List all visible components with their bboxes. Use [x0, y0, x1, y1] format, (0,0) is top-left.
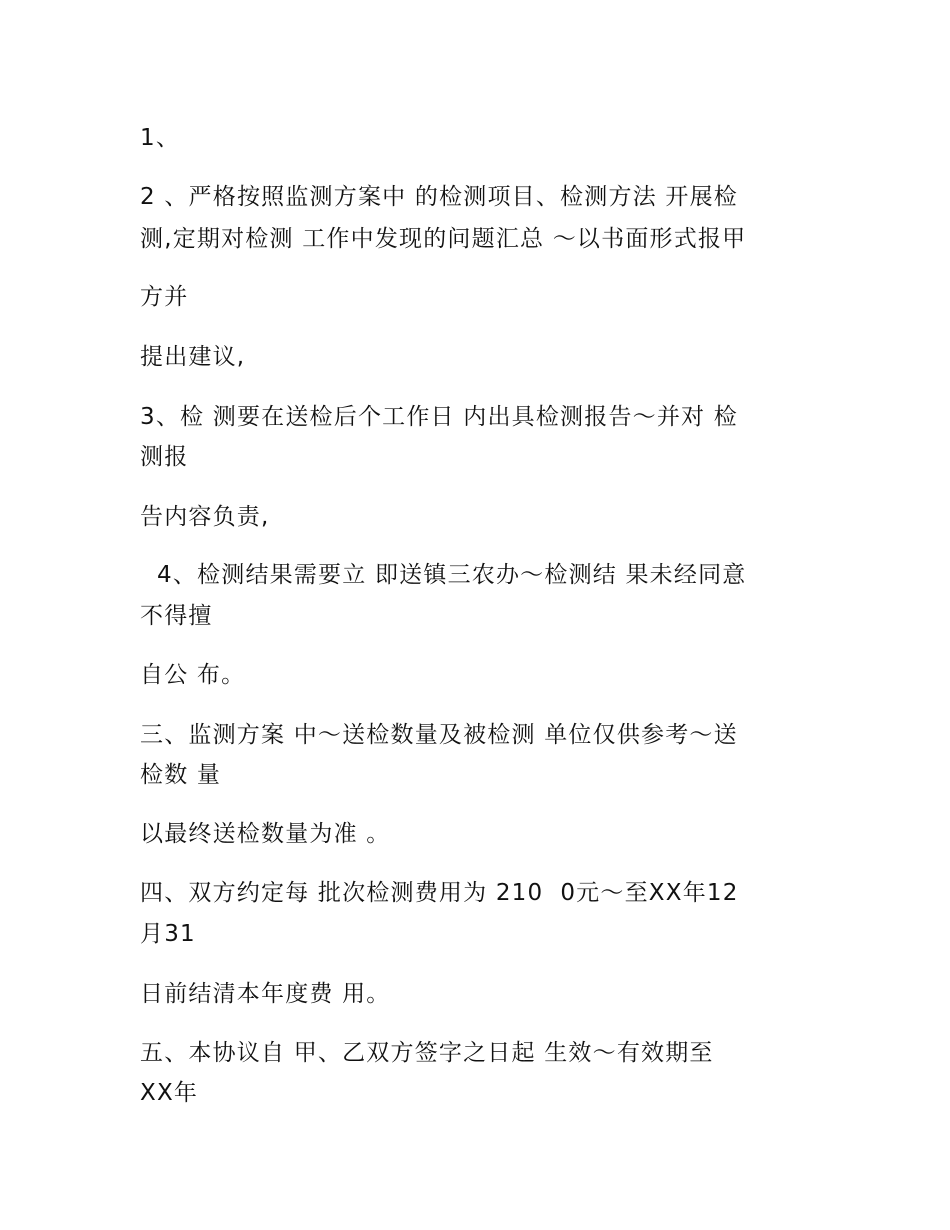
paragraph-item-2-line-1: 2 、严格按照监测方案中 的检测项目、检测方法 开展检 — [140, 184, 738, 210]
paragraph-section-5-line-2: XX年 — [140, 1080, 199, 1106]
paragraph-item-2-line-2: 测,定期对检测 工作中发现的问题汇总 ～以书面形式报甲 — [140, 226, 747, 252]
paragraph-section-3-line-3: 以最终送检数量为准 。 — [140, 821, 391, 847]
paragraph-section-4-line-3: 日前结清本年度费 用。 — [140, 981, 391, 1007]
paragraph-section-5-line-1: 五、本协议自 甲、乙双方签字之日起 生效～有效期至 — [140, 1040, 714, 1066]
paragraph-item-3-line-1: 3、检 测要在送检后个工作日 内出具检测报告～并对 检 — [140, 404, 738, 430]
paragraph-item-2-line-4: 提出建议, — [140, 344, 246, 370]
paragraph-item-4-line-1: 4、检测结果需要立 即送镇三农办～检测结 果未经同意 — [140, 562, 747, 588]
paragraph-item-4-line-2: 不得擅 — [140, 603, 213, 629]
paragraph-item-1: 1、 — [140, 125, 181, 151]
paragraph-section-4-line-1: 四、双方约定每 批次检测费用为 210 0元～至XX年12 — [140, 880, 739, 906]
paragraph-section-4-line-2: 月31 — [140, 921, 196, 947]
paragraph-item-4-line-3: 自公 布。 — [140, 662, 246, 688]
paragraph-item-3-line-3: 告内容负责, — [140, 504, 270, 530]
paragraph-section-3-line-2: 检数 量 — [140, 762, 222, 788]
paragraph-section-3-line-1: 三、监测方案 中～送检数量及被检测 单位仅供参考～送 — [140, 722, 738, 748]
paragraph-item-3-line-2: 测报 — [140, 444, 189, 470]
paragraph-item-2-line-3: 方并 — [140, 284, 189, 310]
